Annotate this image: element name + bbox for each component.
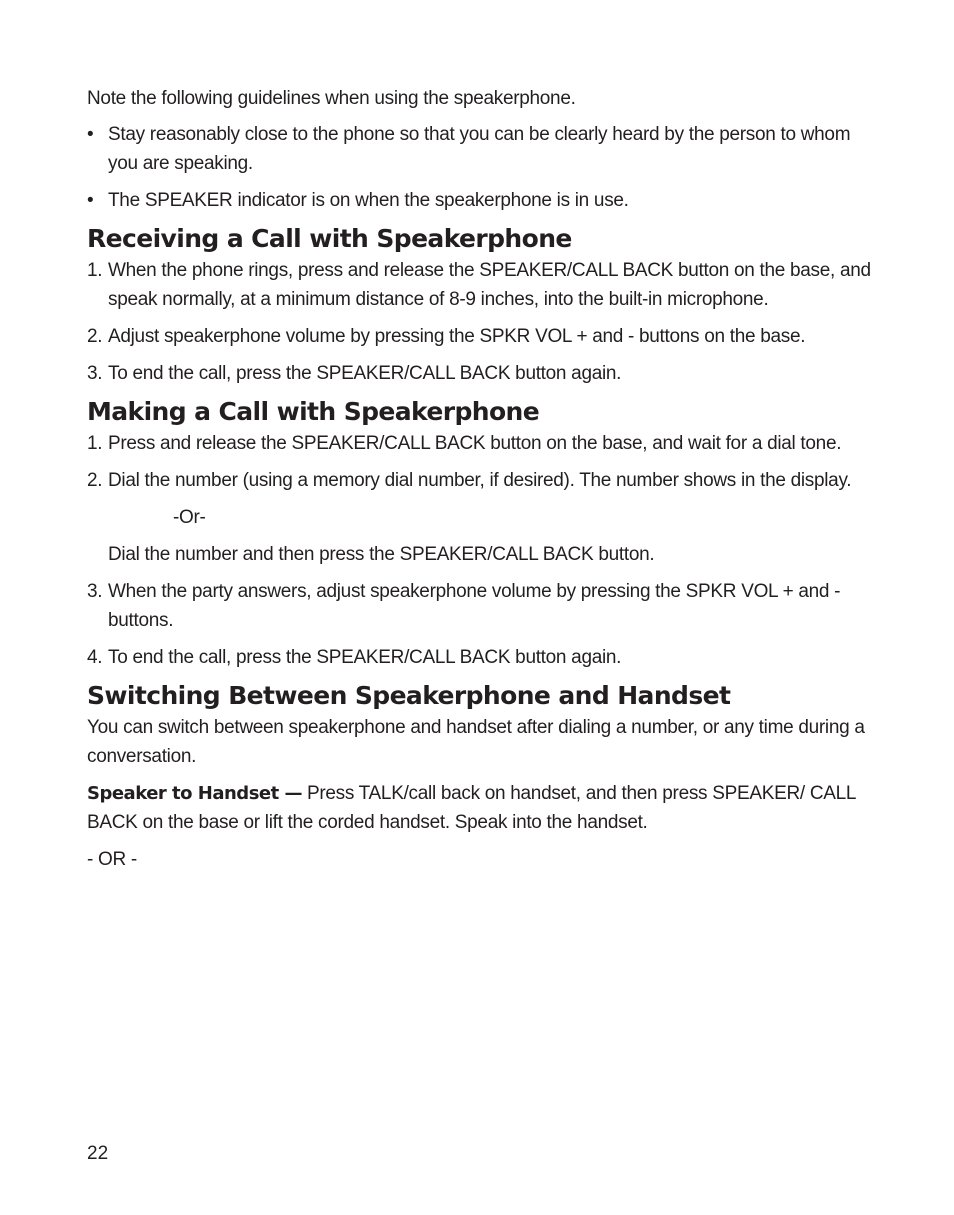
speaker-to-handset-lead: Speaker to Handset —: [87, 783, 302, 804]
step-item: [87, 359, 877, 388]
or-separator: - OR -: [87, 849, 137, 870]
step-text: Adjust speakerphone volume by pressing the SPKR VOL + and - buttons on the base.: [108, 326, 806, 347]
step-number: 1.: [87, 433, 103, 454]
step-item: [87, 466, 877, 495]
speaker-to-handset-paragraph: [87, 779, 877, 837]
bullet-icon: •: [87, 190, 94, 211]
step-text: Press and release the SPEAKER/CALL BACK button on the base, and wait for a dial tone.: [108, 433, 842, 454]
step-number: 2.: [87, 326, 103, 347]
step-text: To end the call, press the SPEAKER/CALL BACK button again.: [108, 647, 622, 668]
step-number: 1.: [87, 260, 103, 281]
step-item: [87, 429, 877, 458]
making-heading: Making a Call with Speakerphone: [87, 397, 540, 426]
switching-intro: You can switch between speakerphone and handset after dialing a number, or any time during a conversation.: [87, 717, 865, 767]
making-steps: [87, 429, 877, 495]
guideline-item: [87, 120, 877, 178]
guideline-text: Stay reasonably close to the phone so that you can be clearly heard by the person to whom you are speaking.: [108, 124, 851, 174]
switching-heading: Switching Between Speakerphone and Handset: [87, 681, 731, 710]
step-text: To end the call, press the SPEAKER/CALL BACK button again.: [108, 363, 622, 384]
guideline-list: [87, 120, 877, 215]
speaker-to-handset-text: Press TALK/call back on handset, and then press SPEAKER/ CALL BACK on the base or lift the corded handset. Speak into the handset.: [87, 783, 856, 833]
guideline-item: [87, 186, 877, 215]
alternative-step-text: Dial the number and then press the SPEAKER/CALL BACK button.: [108, 544, 655, 565]
bullet-icon: •: [87, 124, 94, 145]
receiving-steps: [87, 256, 877, 388]
step-number: 3.: [87, 581, 103, 602]
or-separator: -Or-: [173, 507, 206, 528]
step-text: When the phone rings, press and release the SPEAKER/CALL BACK button on the base, and speak normally, at a minimum distance of 8-9 inches, into the built-in microphone.: [108, 260, 871, 310]
step-number: 3.: [87, 363, 103, 384]
page-number: 22: [87, 1143, 109, 1164]
step-text: When the party answers, adjust speakerphone volume by pressing the SPKR VOL + and - buttons.: [108, 581, 841, 631]
manual-page: [87, 84, 877, 882]
step-number: 2.: [87, 470, 103, 491]
intro-text: Note the following guidelines when using the speakerphone.: [87, 88, 576, 109]
step-item: [87, 322, 877, 351]
step-item: [87, 577, 877, 635]
step-text: Dial the number (using a memory dial number, if desired). The number shows in the display.: [108, 470, 852, 491]
receiving-heading: Receiving a Call with Speakerphone: [87, 224, 572, 253]
step-number: 4.: [87, 647, 103, 668]
guideline-text: The SPEAKER indicator is on when the speakerphone is in use.: [108, 190, 629, 211]
step-item: [87, 643, 877, 672]
making-steps-continued: [87, 577, 877, 672]
step-item: [87, 256, 877, 314]
